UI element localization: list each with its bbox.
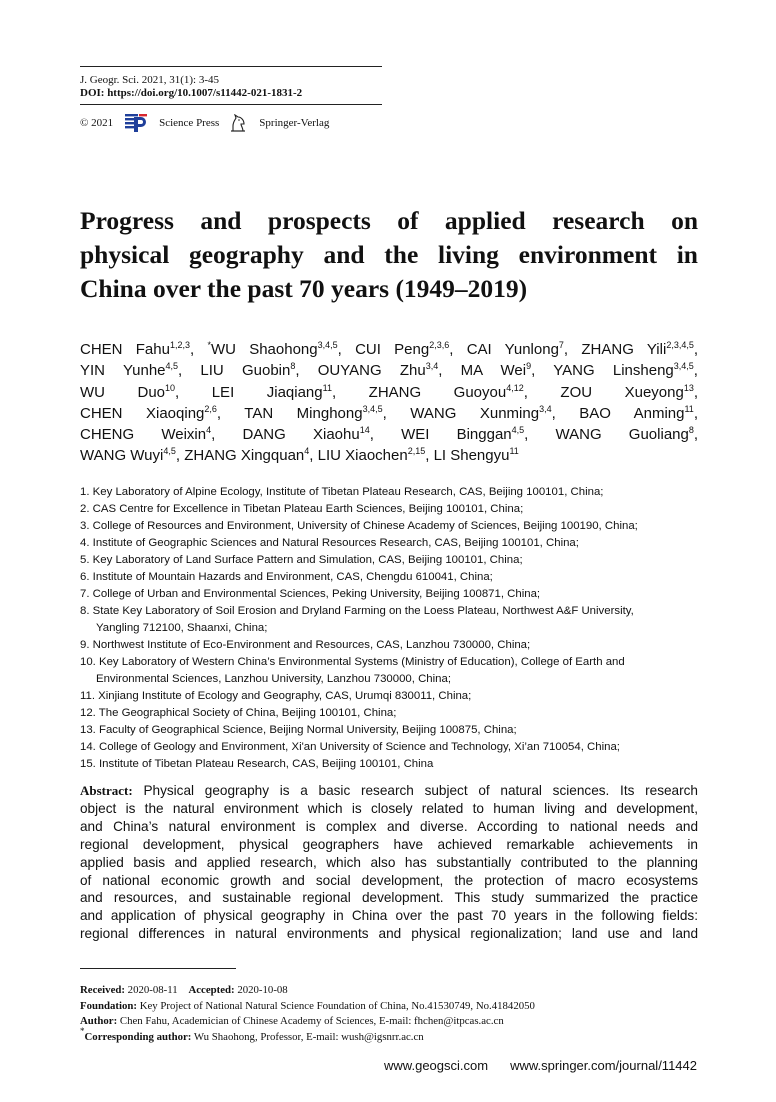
affiliation-ref: 13 bbox=[683, 382, 694, 393]
springer-journal-url[interactable]: www.springer.com/journal/11442 bbox=[510, 1058, 697, 1073]
footnote-rule bbox=[80, 968, 236, 969]
author-name: CAI Yunlong bbox=[466, 341, 559, 358]
corresponding-text: Wu Shaohong, Professor, E-mail: wush@igsnrr.ac.cn bbox=[193, 1030, 424, 1043]
corresponding-label: Corresponding author: bbox=[84, 1030, 192, 1043]
author-row bbox=[80, 382, 698, 403]
author-name: DANG Xiaohu bbox=[242, 426, 360, 444]
affiliation-line: 6. Institute of Mountain Hazards and Environment, CAS, Chengdu 610041, China; bbox=[80, 571, 493, 583]
author-name: ZHANG Yili bbox=[581, 341, 667, 358]
header-top-rule bbox=[80, 66, 382, 67]
title-line: China over the past 70 years (1949–2019) bbox=[80, 274, 528, 303]
author-note bbox=[80, 1014, 700, 1030]
author-separator: , bbox=[531, 362, 554, 380]
abstract-line: and China’s natural environment is complex and diverse. According to national needs and bbox=[80, 818, 698, 834]
author-name: CHENG Weixin bbox=[80, 426, 207, 444]
author-name: YIN Yunhe bbox=[80, 362, 166, 380]
received-label: Received: bbox=[80, 984, 125, 996]
affiliation-line: 1. Key Laboratory of Alpine Ecology, Institute of Tibetan Plateau Research, CAS, Beijing 100101, China; bbox=[80, 486, 604, 498]
affiliation-line: 10. Key Laboratory of Western China’s Environmental Systems (Ministry of Education), College of Earth and bbox=[80, 656, 625, 668]
author-name: BAO Anming bbox=[579, 404, 685, 422]
abstract-label: Abstract: bbox=[80, 783, 133, 798]
author-name: TAN Minghong bbox=[244, 404, 363, 422]
author-separator: , bbox=[693, 404, 698, 422]
science-press-logo bbox=[125, 114, 147, 132]
author-separator: , bbox=[175, 383, 212, 401]
affiliation-line: 5. Key Laboratory of Land Surface Pattern and Simulation, CAS, Beijing 100101, China; bbox=[80, 554, 523, 566]
author-name: WU Duo bbox=[80, 383, 166, 401]
affiliation-line: 12. The Geographical Society of China, Beijing 100101, China; bbox=[80, 707, 397, 719]
affiliation-ref: 8 bbox=[688, 425, 694, 436]
affiliation-ref: 2,15 bbox=[407, 446, 426, 457]
springer-knight-logo bbox=[229, 114, 247, 132]
affiliation-item bbox=[80, 603, 700, 637]
affiliation-ref: 2,6 bbox=[204, 403, 217, 414]
abstract-line: and resources, and sustainable regional development. This study summarized the practice bbox=[80, 890, 698, 906]
author-name: LI Shengyu bbox=[433, 447, 510, 465]
geogsci-url[interactable]: www.geogsci.com bbox=[384, 1058, 489, 1073]
author-row bbox=[80, 339, 698, 360]
affiliation-item bbox=[80, 637, 700, 654]
abstract-line: of national economic growth and social development, the protection of macro ecosystems bbox=[80, 872, 698, 888]
affiliation-ref: 11 bbox=[509, 446, 519, 457]
author-separator: , bbox=[216, 404, 245, 422]
abstract-line: object is the natural environment which is closely related to human living and development, bbox=[80, 800, 698, 816]
author-name: YANG Linsheng bbox=[553, 362, 674, 380]
author-name: CHEN Xiaoqing bbox=[80, 404, 205, 422]
affiliation-item bbox=[80, 654, 700, 688]
author-row bbox=[80, 445, 698, 466]
author-row bbox=[80, 424, 698, 445]
abstract-line: and application of physical geography in China over the past 70 years in the following fields: bbox=[80, 908, 698, 924]
author-list bbox=[80, 339, 698, 467]
abstract bbox=[80, 782, 698, 943]
author-name: WANG Xunming bbox=[410, 404, 540, 422]
affiliation-ref: 4,5 bbox=[165, 361, 179, 372]
affiliation-item bbox=[80, 552, 700, 569]
author-separator: , bbox=[693, 426, 699, 444]
affiliation-ref: 3,4 bbox=[425, 361, 439, 372]
paper-title bbox=[80, 204, 698, 306]
author-name: WANG Wuyi bbox=[80, 447, 164, 465]
springer-verlag-label: Springer-Verlag bbox=[259, 117, 330, 129]
author-separator: , bbox=[449, 341, 467, 358]
author-name: MA Wei bbox=[460, 362, 527, 380]
author-separator: , bbox=[693, 383, 698, 401]
affiliation-line: Environmental Sciences, Lanzhou University, Lanzhou 730000, China; bbox=[96, 673, 452, 685]
author-separator: , bbox=[295, 362, 318, 380]
author-separator: , bbox=[524, 426, 556, 444]
author-name: ZOU Xueyong bbox=[560, 383, 684, 401]
corresponding-author-note bbox=[80, 1025, 700, 1046]
affiliation-ref: 4,5 bbox=[511, 425, 525, 436]
author-label: Author: bbox=[80, 1015, 118, 1027]
author-separator: , bbox=[309, 447, 318, 465]
author-name: WU Shaohong bbox=[210, 341, 318, 358]
dates-note bbox=[80, 983, 700, 999]
affiliation-ref: 7 bbox=[558, 340, 564, 350]
affiliation-ref: 4,5 bbox=[163, 446, 176, 457]
author-separator: , bbox=[382, 404, 411, 422]
affiliation-ref: 3,4 bbox=[539, 403, 552, 414]
affiliation-ref: 4 bbox=[206, 425, 212, 436]
author-name: WEI Binggan bbox=[401, 426, 512, 444]
title-line: Progress and prospects of applied research on bbox=[80, 206, 698, 235]
author-separator: , bbox=[331, 383, 369, 401]
affiliation-item bbox=[80, 756, 700, 773]
author-separator: , bbox=[178, 362, 201, 380]
science-press-label: Science Press bbox=[159, 117, 220, 129]
abstract-line: applied basis and applied research, which also has substantially contributed to the planning bbox=[80, 854, 698, 870]
author-separator: , bbox=[369, 426, 402, 444]
affiliation-ref: 3,4,5 bbox=[673, 361, 694, 372]
abstract-line bbox=[80, 782, 698, 800]
author-text: Chen Fahu, Academician of Chinese Academy of Sciences, E-mail: fhchen@itpcas.ac.cn bbox=[119, 1015, 504, 1027]
affiliation-item bbox=[80, 535, 700, 552]
affiliation-line: Yangling 712100, Shaanxi, China; bbox=[96, 622, 268, 634]
corresponding-mark: * bbox=[80, 1025, 85, 1036]
affiliation-ref: 10 bbox=[165, 382, 176, 393]
affiliation-line: 8. State Key Laboratory of Soil Erosion and Dryland Farming on the Loess Plateau, Northwest A&F University, bbox=[80, 605, 634, 617]
author-name: WANG Guoliang bbox=[555, 426, 689, 444]
affiliation-line: 4. Institute of Geographic Sciences and Natural Resources Research, CAS, Beijing 100101, China; bbox=[80, 537, 579, 549]
author-name: ZHANG Xingquan bbox=[184, 447, 305, 465]
author-row bbox=[80, 403, 698, 424]
affiliation-ref: 3,4,5 bbox=[362, 403, 383, 414]
author-name: LIU Xiaochen bbox=[317, 447, 408, 465]
affiliation-line: 2. CAS Centre for Excellence in Tibetan Plateau Earth Sciences, Beijing 100101, China; bbox=[80, 503, 524, 515]
author-separator: , bbox=[425, 447, 434, 465]
author-name: OUYANG Zhu bbox=[317, 362, 426, 380]
affiliation-ref: 2,3,4,5 bbox=[666, 340, 694, 350]
abstract-text: Physical geography is a basic research subject of natural sciences. Its research bbox=[143, 783, 698, 798]
affiliation-ref: 3,4,5 bbox=[317, 340, 338, 350]
affiliation-item bbox=[80, 739, 700, 756]
author-separator: , bbox=[337, 341, 356, 358]
author-row bbox=[80, 360, 698, 381]
author-separator: , bbox=[693, 362, 698, 380]
author-separator: , bbox=[523, 383, 561, 401]
author-separator: , bbox=[175, 447, 185, 465]
footnotes bbox=[80, 983, 700, 1045]
affiliation-item bbox=[80, 722, 700, 739]
affiliation-item bbox=[80, 501, 700, 518]
affiliation-line: 14. College of Geology and Environment, Xi'an University of Science and Technology, Xi’an 710054, China; bbox=[80, 741, 620, 753]
header-bottom-rule bbox=[80, 104, 382, 105]
title-line: physical geography and the living environment in bbox=[80, 240, 698, 269]
author-separator: , bbox=[190, 341, 208, 358]
author-separator: , bbox=[551, 404, 580, 422]
affiliation-ref: 1,2,3 bbox=[169, 340, 190, 350]
journal-citation: J. Geogr. Sci. 2021, 31(1): 3-45 bbox=[80, 74, 220, 86]
affiliation-line: 9. Northwest Institute of Eco-Environment and Resources, CAS, Lanzhou 730000, China; bbox=[80, 639, 531, 651]
affiliation-item bbox=[80, 705, 700, 722]
publisher-row bbox=[80, 114, 382, 132]
author-name: ZHANG Guoyou bbox=[368, 383, 507, 401]
affiliation-line: 13. Faculty of Geographical Science, Beijing Normal University, Beijing 100875, China; bbox=[80, 724, 517, 736]
affiliation-ref: 8 bbox=[290, 361, 296, 372]
author-name: CUI Peng bbox=[355, 341, 430, 358]
affiliation-item bbox=[80, 586, 700, 603]
affiliation-item bbox=[80, 518, 700, 535]
received-date: 2020-08-11 bbox=[127, 984, 178, 996]
accepted-label: Accepted: bbox=[188, 984, 235, 996]
affiliation-ref: 9 bbox=[526, 361, 532, 372]
corresponding-asterisk: * bbox=[207, 340, 211, 350]
affiliation-ref: 2,3,6 bbox=[429, 340, 450, 350]
foundation-label: Foundation: bbox=[80, 999, 137, 1012]
affiliation-list bbox=[80, 484, 700, 773]
abstract-line: regional differences in natural environments and physical regionalization; land use and land bbox=[80, 926, 698, 942]
affiliation-line: 15. Institute of Tibetan Plateau Research, CAS, Beijing 100101, China bbox=[80, 758, 434, 770]
author-name: LIU Guobin bbox=[200, 362, 291, 380]
footer-links bbox=[384, 1058, 697, 1073]
affiliation-line: 11. Xinjiang Institute of Ecology and Geography, CAS, Urumqi 830011, China; bbox=[80, 690, 472, 702]
journal-header bbox=[80, 66, 382, 132]
affiliation-line: 3. College of Resources and Environment, University of Chinese Academy of Sciences, Beijing 100190, China; bbox=[80, 520, 638, 532]
abstract-line: regional development, physical geographers have achieved remarkable achievements in bbox=[80, 836, 698, 852]
author-separator: , bbox=[211, 426, 243, 444]
affiliation-ref: 11 bbox=[684, 403, 694, 414]
author-separator: , bbox=[438, 362, 461, 380]
author-name: LEI Jiaqiang bbox=[211, 383, 323, 401]
affiliation-line: 7. College of Urban and Environmental Sciences, Peking University, Beijing 100871, China; bbox=[80, 588, 541, 600]
affiliation-ref: 4,12 bbox=[506, 382, 524, 393]
affiliation-ref: 4 bbox=[304, 446, 310, 457]
affiliation-item bbox=[80, 569, 700, 586]
copyright-year: © 2021 bbox=[80, 117, 114, 129]
accepted-date: 2020-10-08 bbox=[237, 984, 288, 996]
affiliation-ref: 11 bbox=[322, 382, 332, 393]
affiliation-item bbox=[80, 484, 700, 501]
foundation-note bbox=[80, 999, 700, 1015]
author-separator: , bbox=[563, 341, 582, 358]
affiliation-ref: 14 bbox=[359, 425, 370, 436]
author-separator: , bbox=[693, 341, 699, 358]
author-name: CHEN Fahu bbox=[80, 341, 170, 358]
foundation-text: Key Project of National Natural Science Foundation of China, No.41530749, No.41842050 bbox=[139, 999, 535, 1012]
affiliation-item bbox=[80, 688, 700, 705]
doi-line: DOI: https://doi.org/10.1007/s11442-021-1831-2 bbox=[80, 87, 303, 99]
